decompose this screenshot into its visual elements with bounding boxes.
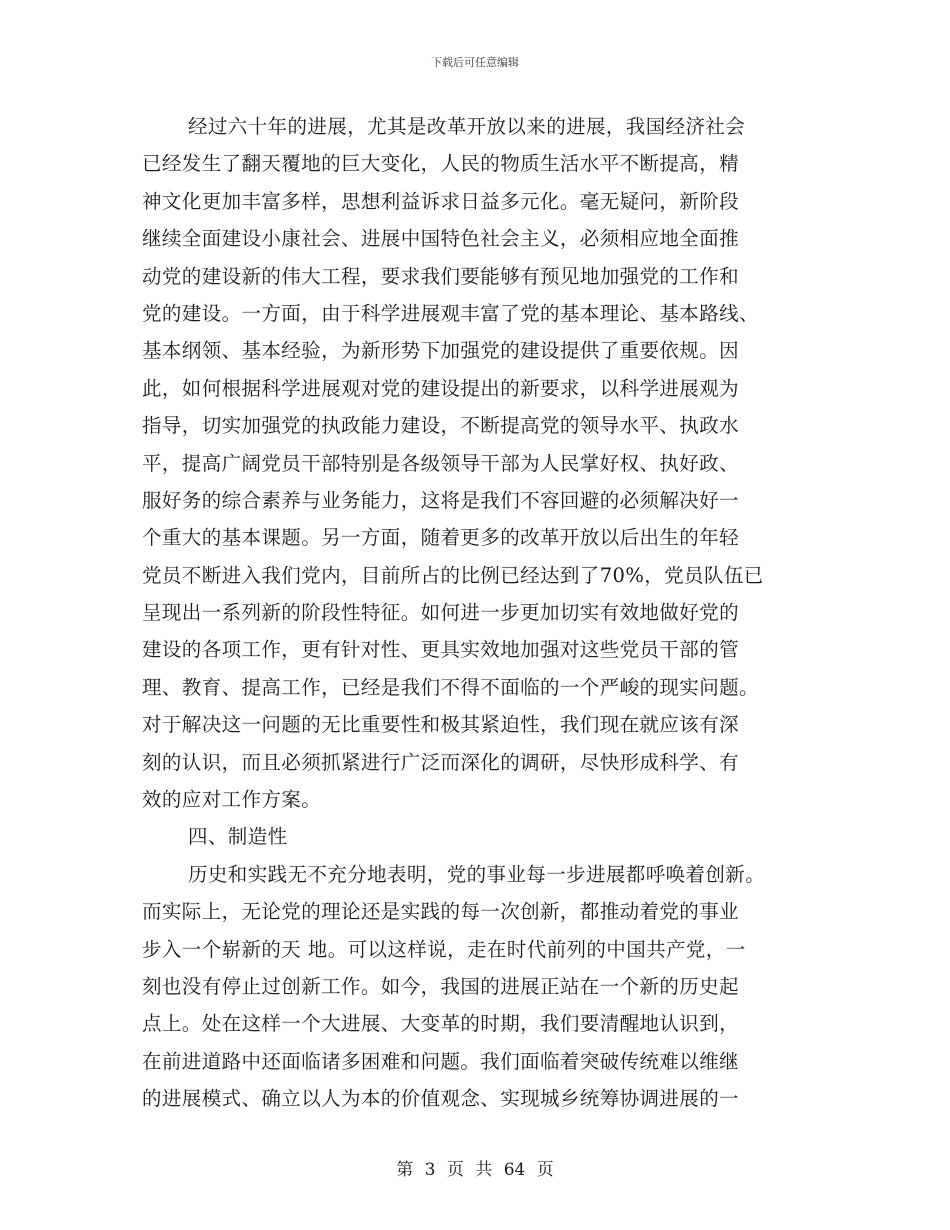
text-line: 步入一个崭新的天 地。可以这样说，走在时代前列的中国共产党，一 [142, 937, 746, 961]
text-line: 刻也没有停止过创新工作。如今，我国的进展正站在一个新的历史起 [142, 974, 740, 998]
document-body [142, 108, 810, 1118]
text-line: 指导，切实加强党的执政能力建设，不断提高党的领导水平、执政水 [142, 414, 740, 438]
text-line: 党的建设。一方面，由于科学进展观丰富了党的基本理论、基本路线、 [142, 301, 759, 325]
text-line: 的进展模式、确立以人为本的价值观念、实现城乡统筹协调进展的一 [142, 1087, 740, 1111]
section-heading: 四、制造性 [188, 825, 288, 849]
text-line: 点上。处在这样一个大进展、大变革的时期，我们要清醒地认识到， [142, 1012, 740, 1036]
text-line: 经过六十年的进展，尤其是改革开放以来的进展，我国经济社会 [188, 115, 746, 138]
text-line: 效的应对工作方案。 [142, 788, 322, 812]
text-line: 建设的各项工作，更有针对性、更具实效地加强对这些党员干部的管 [142, 638, 740, 662]
text-line: 而实际上，无论党的理论还是实践的每一次创新，都推动着党的事业 [142, 900, 740, 924]
text-line: 党员不断进入我们党内，目前所占的比例已经达到了70%，党员队伍已 [142, 563, 764, 587]
text-line: 服好务的综合素养与业务能力，这将是我们不容回避的必须解决好一 [142, 488, 740, 512]
text-line: 平，提高广阔党员干部特别是各级领导干部为人民掌好权、执好政、 [142, 451, 740, 475]
text-line: 已经发生了翻天覆地的巨大变化，人民的物质生活水平不断提高，精 [142, 152, 740, 176]
text-line: 对于解决这一问题的无比重要性和极其紧迫性，我们现在就应该有深 [142, 713, 740, 737]
page-header: 下载后可任意编辑 [431, 56, 519, 69]
text-line: 此，如何根据科学进展观对党的建设提出的新要求，以科学进展观为 [142, 376, 740, 400]
text-line: 个重大的基本课题。另一方面，随着更多的改革开放以后出生的年轻 [142, 526, 740, 550]
text-line: 在前进道路中还面临诸多困难和问题。我们面临着突破传统难以维继 [142, 1049, 740, 1073]
text-line: 理、教育、提高工作，已经是我们不得不面临的一个严峻的现实问题。 [142, 675, 759, 699]
text-line: 继续全面建设小康社会、进展中国特色社会主义，必须相应地全面推 [142, 227, 740, 251]
text-line: 基本纲领、基本经验，为新形势下加强党的建设提供了重要依规。因 [142, 339, 740, 363]
page-number-footer: 第 3 页 共 64 页 [396, 1160, 554, 1180]
text-line: 神文化更加丰富多样，思想利益诉求日益多元化。毫无疑问，新阶段 [142, 189, 740, 213]
text-line: 刻的认识，而且必须抓紧进行广泛而深化的调研，尽快形成科学、有 [142, 750, 740, 774]
text-line: 历史和实践无不充分地表明，党的事业每一步进展都呼唤着创新。 [188, 862, 766, 886]
text-line: 呈现出一系列新的阶段性特征。如何进一步更加切实有效地做好党的 [142, 601, 740, 625]
text-line: 动党的建设新的伟大工程，要求我们要能够有预见地加强党的工作和 [142, 264, 740, 288]
